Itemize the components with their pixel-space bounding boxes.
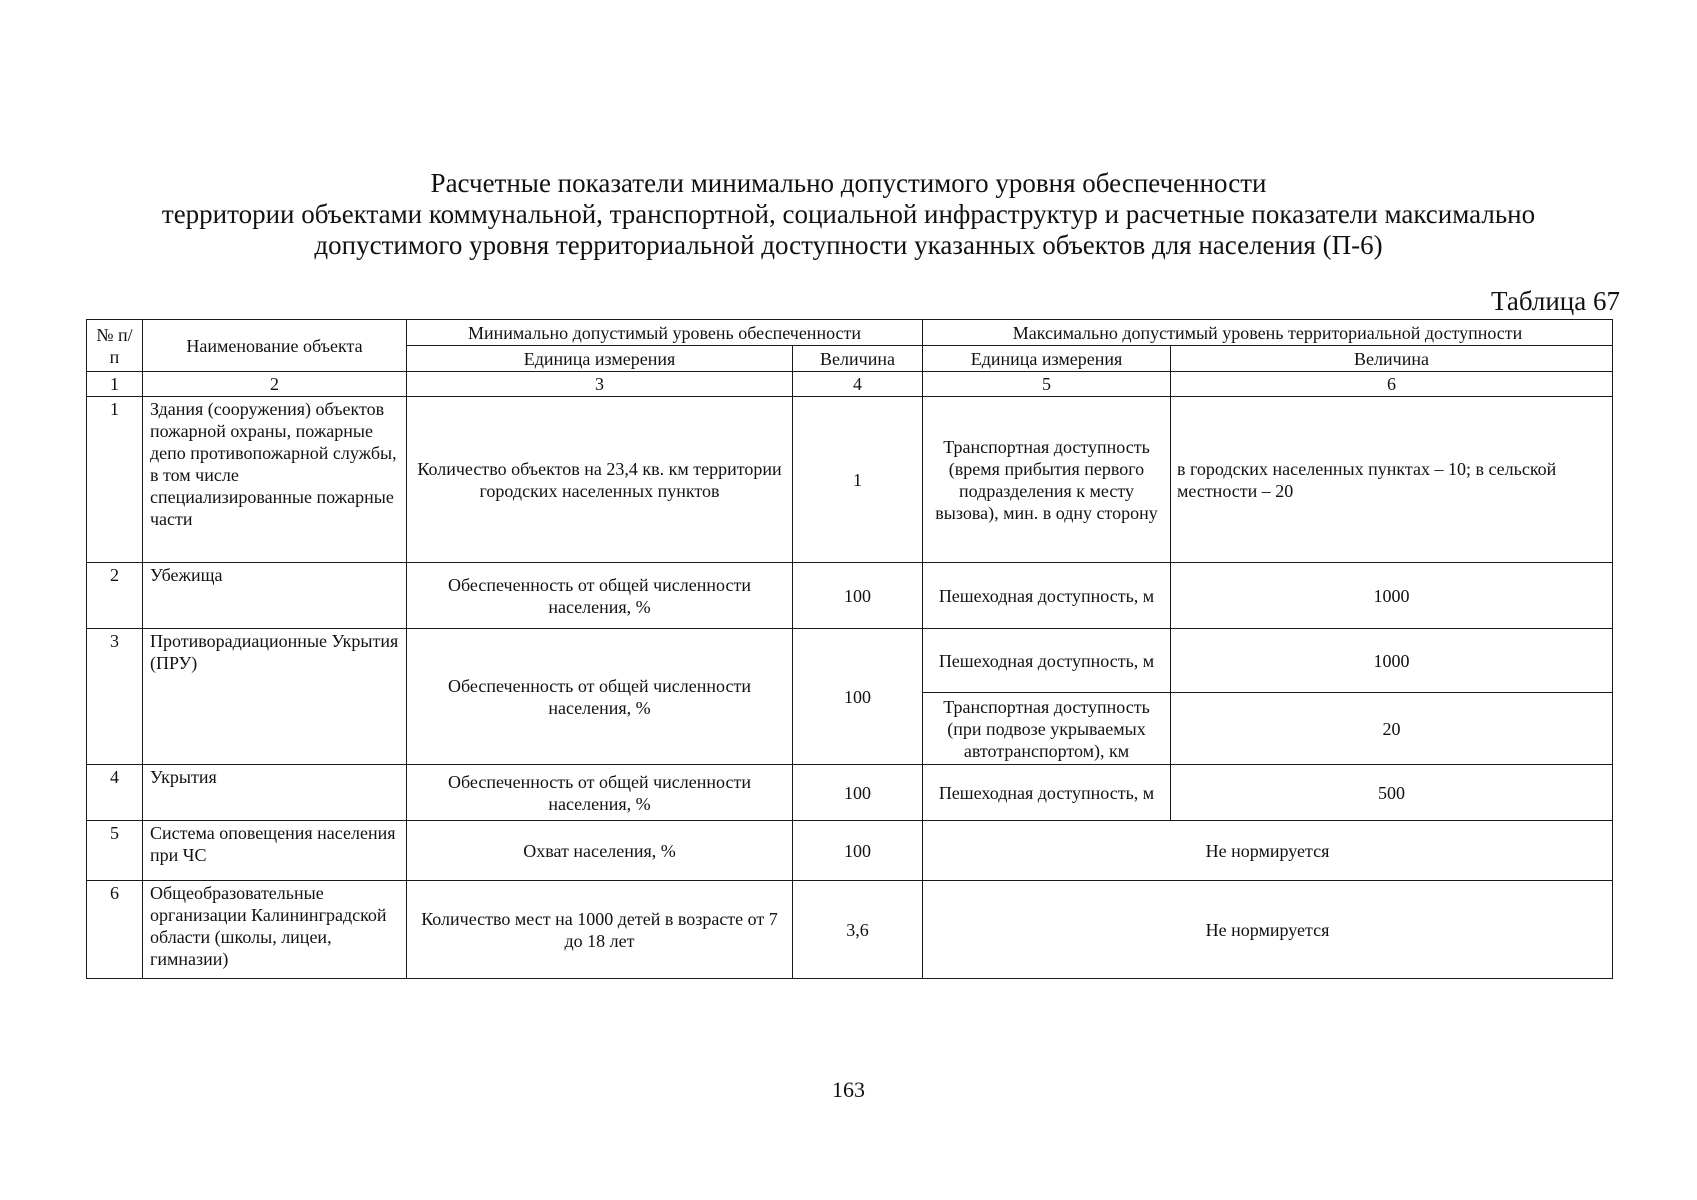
min-value: 1	[793, 397, 923, 563]
max-value: 1000	[1171, 563, 1613, 629]
row-number: 2	[87, 563, 143, 629]
header-min-unit: Единица измерения	[407, 346, 793, 372]
max-value: 20	[1171, 693, 1613, 765]
row-number: 4	[87, 765, 143, 821]
table-row	[87, 397, 1613, 563]
min-value: 100	[793, 563, 923, 629]
max-value: 500	[1171, 765, 1613, 821]
row-number: 3	[87, 629, 143, 765]
header-name: Наименование объекта	[143, 320, 407, 372]
min-unit: Обеспеченность от общей численности населения, %	[407, 563, 793, 629]
column-number-row	[87, 372, 1613, 397]
heading-line-1: Расчетные показатели минимально допустимого уровня обеспеченности	[430, 168, 1267, 198]
min-unit: Количество объектов на 23,4 кв. км территории городских населенных пунктов	[407, 397, 793, 563]
object-name: Убежища	[143, 563, 407, 629]
header-max-unit: Единица измерения	[923, 346, 1171, 372]
row-number: 6	[87, 881, 143, 979]
header-max-group: Максимально допустимый уровень территориальной доступности	[923, 320, 1613, 346]
column-number: 3	[407, 372, 793, 397]
table-row	[87, 563, 1613, 629]
page-heading	[0, 168, 1697, 261]
min-value: 100	[793, 765, 923, 821]
indicators-table	[86, 319, 1613, 979]
max-unit: Пешеходная доступность, м	[923, 765, 1171, 821]
header-row-1	[87, 320, 1613, 346]
min-value: 100	[793, 629, 923, 765]
table-row	[87, 821, 1613, 881]
page-number: 163	[832, 1077, 865, 1102]
object-name: Система оповещения населения при ЧС	[143, 821, 407, 881]
max-unit: Пешеходная доступность, м	[923, 629, 1171, 693]
max-unit: Транспортная доступность (время прибытия первого подразделения к месту вызова), мин. в одну сторону	[923, 397, 1171, 563]
column-number: 1	[87, 372, 143, 397]
max-value: в городских населенных пунктах – 10; в сельской местности – 20	[1171, 397, 1613, 563]
table-label: Таблица 67	[1491, 286, 1620, 316]
object-name: Общеобразовательные организации Калининградской области (школы, лицеи, гимназии)	[143, 881, 407, 979]
max-value: 1000	[1171, 629, 1613, 693]
max-merged: Не нормируется	[923, 821, 1613, 881]
object-name: Укрытия	[143, 765, 407, 821]
max-unit: Пешеходная доступность, м	[923, 563, 1171, 629]
min-unit: Обеспеченность от общей численности населения, %	[407, 765, 793, 821]
header-min-group: Минимально допустимый уровень обеспеченности	[407, 320, 923, 346]
header-num: № п/п	[87, 320, 143, 372]
object-name: Здания (сооружения) объектов пожарной охраны, пожарные депо противопожарной службы, в том числе специализированные пожарные части	[143, 397, 407, 563]
heading-line-3: допустимого уровня территориальной доступности указанных объектов для населения (П-6)	[314, 230, 1383, 260]
table-row	[87, 765, 1613, 821]
column-number: 4	[793, 372, 923, 397]
table-row	[87, 629, 1613, 693]
min-unit: Количество мест на 1000 детей в возрасте от 7 до 18 лет	[407, 881, 793, 979]
min-value: 3,6	[793, 881, 923, 979]
row-number: 1	[87, 397, 143, 563]
column-number: 6	[1171, 372, 1613, 397]
max-unit: Транспортная доступность (при подвозе укрываемых автотранспортом), км	[923, 693, 1171, 765]
min-unit: Обеспеченность от общей численности населения, %	[407, 629, 793, 765]
column-number: 5	[923, 372, 1171, 397]
min-value: 100	[793, 821, 923, 881]
min-unit: Охват населения, %	[407, 821, 793, 881]
heading-line-2: территории объектами коммунальной, транспортной, социальной инфраструктур и расчетные показатели максимально	[161, 199, 1536, 229]
object-name: Противорадиационные Укрытия (ПРУ)	[143, 629, 407, 765]
header-max-value: Величина	[1171, 346, 1613, 372]
table-row	[87, 881, 1613, 979]
column-number: 2	[143, 372, 407, 397]
max-merged: Не нормируется	[923, 881, 1613, 979]
row-number: 5	[87, 821, 143, 881]
header-min-value: Величина	[793, 346, 923, 372]
